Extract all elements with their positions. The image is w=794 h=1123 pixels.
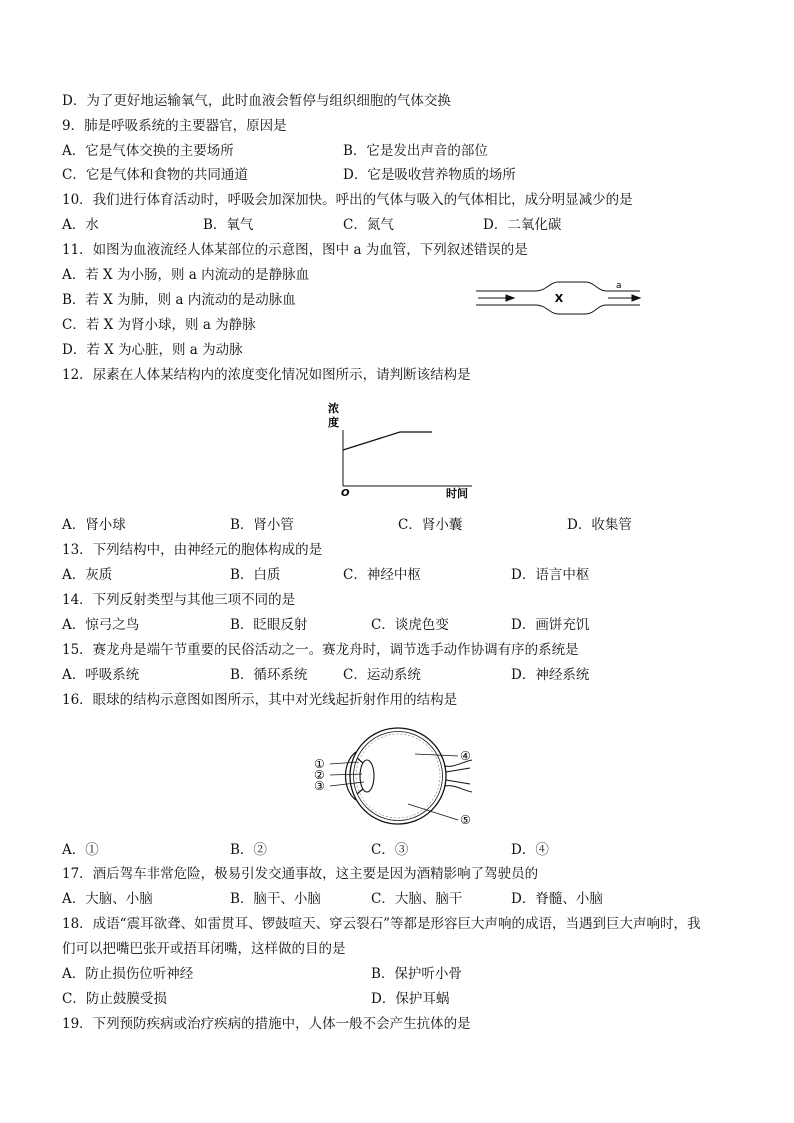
x-axis-label: 时间: [446, 487, 468, 500]
q18-option-a: A．防止损伤位听神经: [62, 966, 194, 982]
q18-option-c: C．防止鼓膜受损: [62, 991, 167, 1007]
optic-nerve: [444, 760, 472, 792]
q13-option-a: A．灰质: [62, 567, 113, 583]
leader-1: [330, 762, 358, 764]
q14-option-b: B．眨眼反射: [230, 617, 308, 633]
q9-option-d: D．它是吸收营养物质的场所: [343, 167, 516, 183]
organ-x-label: X: [554, 292, 564, 305]
inflow-arrow: [478, 295, 514, 301]
q18-stem-line1: 18．成语“震耳欲聋、如雷贯耳、锣鼓喧天、穿云裂石”等都是形容巨大声响的成语，当遇到巨大声响时，我: [62, 916, 701, 932]
q15-option-a: A．呼吸系统: [62, 667, 140, 683]
q11-option-d: D．若 X 为心脏，则 a 为动脉: [62, 342, 243, 358]
q17-stem: 17．酒后驾车非常危险，极易引发交通事故，这主要是因为酒精影响了驾驶员的: [62, 866, 539, 882]
q16-option-c: C．③: [371, 842, 409, 858]
q10-stem: 10．我们进行体育活动时，呼吸会加深加快。呼出的气体与吸入的气体相比，成分明显减少的是: [62, 192, 633, 208]
q17-option-c: C．大脑、脑干: [371, 891, 463, 907]
q11-option-a: A．若 X 为小肠，则 a 内流动的是静脉血: [62, 267, 310, 283]
q17-option-b: B．脑干、小脑: [230, 891, 321, 907]
blood-vessel-diagram: [474, 276, 644, 320]
q9-stem: 9．肺是呼吸系统的主要器官，原因是: [62, 118, 287, 134]
q9-option-a: A．它是气体交换的主要场所: [62, 143, 234, 159]
vessel-a-label: a: [616, 281, 622, 291]
q16-option-b: B．②: [230, 842, 267, 858]
q13-option-c: C．神经中枢: [343, 567, 421, 583]
q14-option-a: A．惊弓之鸟: [62, 617, 140, 633]
q10-option-b: B．氧气: [203, 217, 254, 233]
urea-concentration-graph: [322, 398, 482, 504]
q15-option-c: C．运动系统: [343, 667, 421, 683]
leader-2: [330, 774, 362, 775]
q16-stem: 16．眼球的结构示意图如图所示，其中对光线起折射作用的结构是: [62, 692, 458, 708]
q15-stem: 15．赛龙舟是端午节重要的民俗活动之一。赛龙舟时，调节选手动作协调有序的系统是: [62, 642, 579, 658]
label-4: ④: [460, 749, 471, 763]
q16-option-d: D．④: [511, 842, 549, 858]
q13-option-d: D．语言中枢: [511, 567, 590, 583]
q12-option-d: D．收集管: [567, 517, 632, 533]
q11-stem: 11．如图为血液流经人体某部位的示意图，图中 a 为血管，下列叙述错误的是: [62, 242, 528, 258]
q10-option-c: C．氮气: [343, 217, 394, 233]
cornea: [346, 752, 357, 800]
q13-stem: 13．下列结构中，由神经元的胞体构成的是: [62, 542, 323, 558]
lens: [360, 760, 374, 792]
label-3: ③: [314, 779, 325, 793]
vessel-lower-wall: [476, 305, 640, 314]
q14-option-c: C．谈虎色变: [371, 617, 449, 633]
origin-label: O: [341, 488, 350, 499]
q16-option-a: A．①: [62, 842, 99, 858]
q15-option-b: B．循环系统: [230, 667, 308, 683]
q18-option-b: B．保护听小骨: [371, 966, 462, 982]
q12-option-c: C．肾小囊: [398, 517, 463, 533]
leader-5: [408, 804, 458, 820]
q18-option-d: D．保护耳蜗: [371, 991, 450, 1007]
q17-option-a: A．大脑、小脑: [62, 891, 153, 907]
q19-stem: 19．下列预防疾病或治疗疾病的措施中，人体一般不会产生抗体的是: [62, 1016, 471, 1032]
label-2: ②: [314, 768, 325, 782]
label-5: ⑤: [460, 813, 471, 827]
q8-option-d: D．为了更好地运输氧气，此时血液会暂停与组织细胞的气体交换: [62, 93, 451, 109]
q10-option-a: A．水: [62, 217, 99, 233]
eyeball-diagram: [312, 716, 488, 832]
q14-option-d: D．画饼充饥: [511, 617, 590, 633]
q11-option-b: B．若 X 为肺，则 a 内流动的是动脉血: [62, 292, 296, 308]
y-axis-label-2: 度: [328, 416, 339, 429]
q9-option-b: B．它是发出声音的部位: [343, 143, 488, 159]
q12-stem: 12．尿素在人体某结构内的浓度变化情况如图所示，请判断该结构是: [62, 367, 471, 383]
q12-option-b: B．肾小管: [230, 517, 294, 533]
q13-option-b: B．白质: [230, 567, 281, 583]
q12-option-a: A．肾小球: [62, 517, 126, 533]
q10-option-d: D．二氧化碳: [483, 217, 562, 233]
label-1: ①: [314, 757, 325, 771]
q11-option-c: C．若 X 为肾小球，则 a 为静脉: [62, 317, 256, 333]
concentration-curve: [343, 432, 432, 450]
q17-option-d: D．脊髓、小脑: [511, 891, 603, 907]
q18-stem-line2: 们可以把嘴巴张开或捂耳闭嘴，这样做的目的是: [62, 941, 346, 957]
outflow-arrow: [608, 295, 640, 301]
q15-option-d: D．神经系统: [511, 667, 590, 683]
q14-stem: 14．下列反射类型与其他三项不同的是: [62, 592, 296, 608]
q9-option-c: C．它是气体和食物的共同通道: [62, 167, 248, 183]
y-axis-label-1: 浓: [328, 402, 339, 415]
